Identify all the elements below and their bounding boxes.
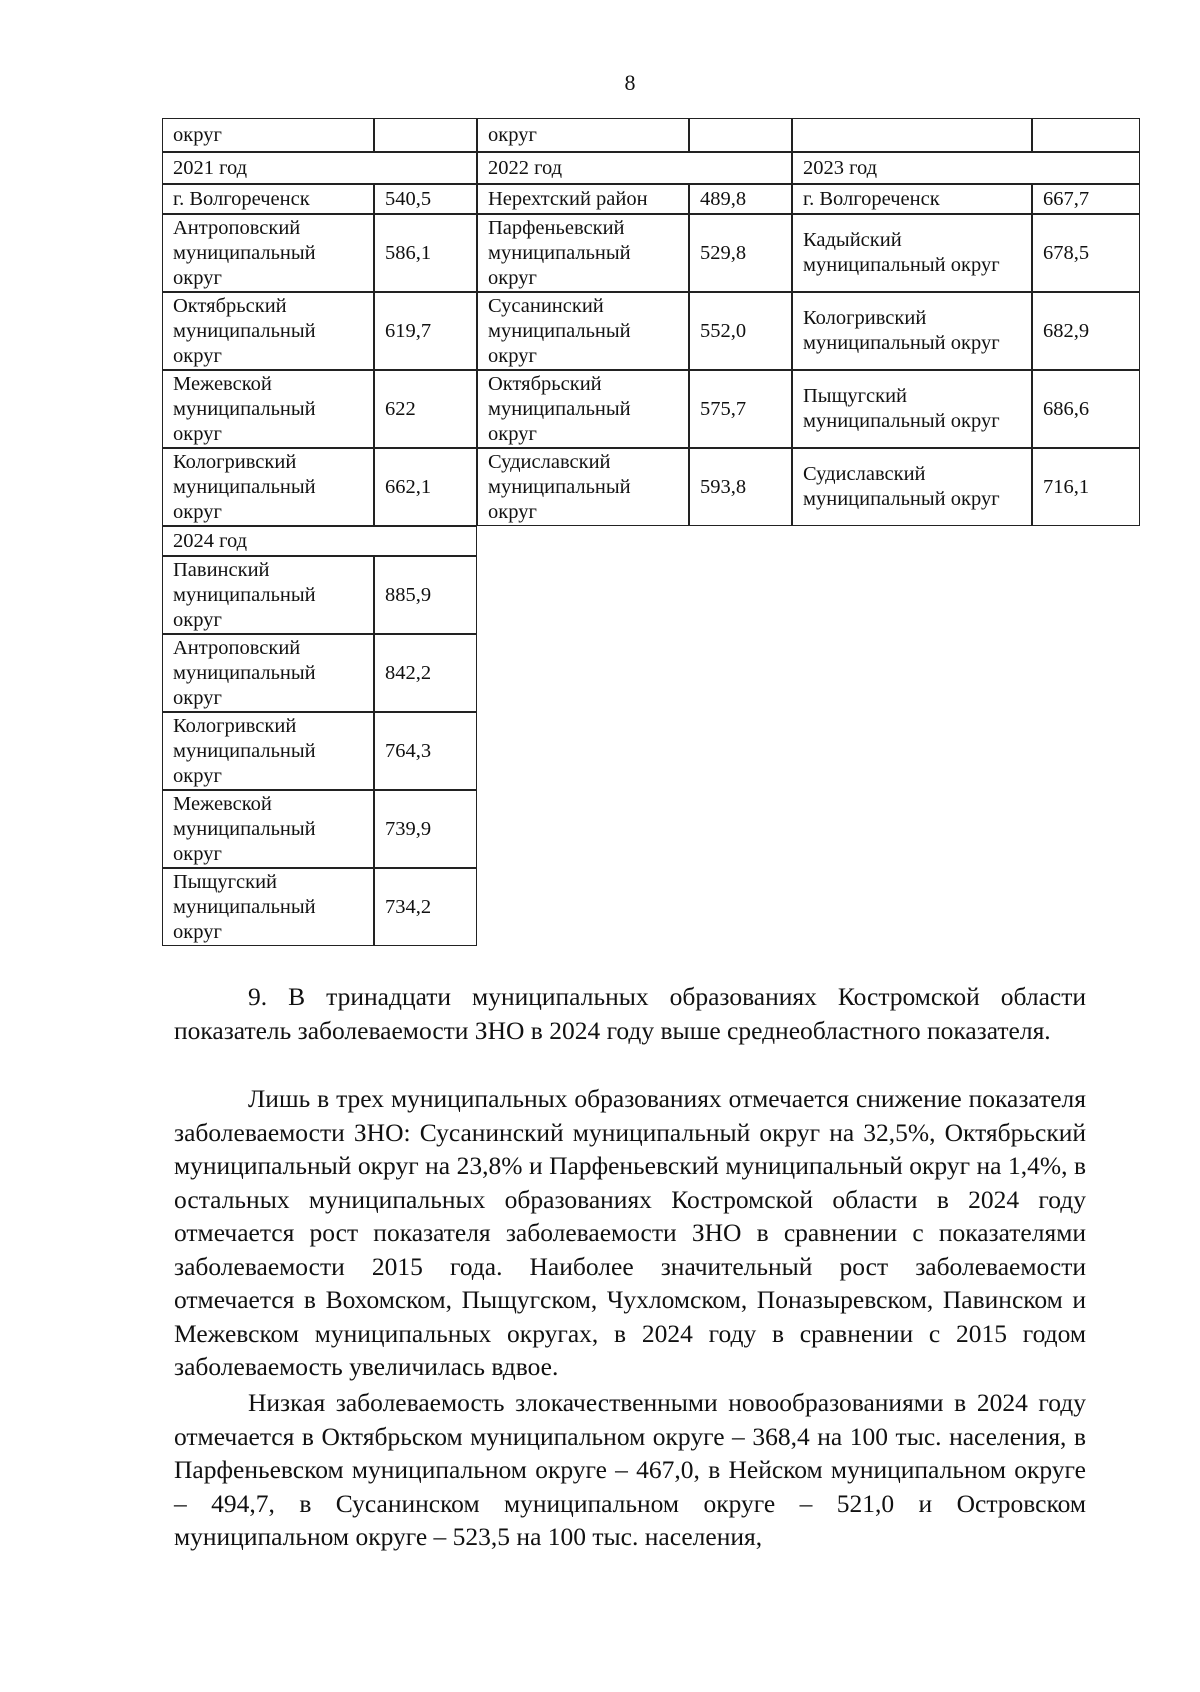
table-cell-empty: [374, 118, 477, 152]
table-cell-district: Нерехтский район: [477, 184, 689, 214]
table-cell-value: 662,1: [374, 448, 477, 526]
table-cell-district: г. Волгореченск: [162, 184, 374, 214]
table-cell-district: Антроповский муниципальный округ: [162, 214, 374, 292]
table-cell-district: г. Волгореченск: [792, 184, 1032, 214]
table-cell-district: Октябрьский муниципальный округ: [477, 370, 689, 448]
table-cell-district: Пыщугский муниципальный округ: [792, 370, 1032, 448]
year-header-2021: 2021 год: [162, 152, 477, 184]
table-cell-district: Судиславский муниципальный округ: [477, 448, 689, 526]
table-cell-value: 586,1: [374, 214, 477, 292]
table-cell-district: Антроповский муниципальный округ: [162, 634, 374, 712]
year-header-2023: 2023 год: [792, 152, 1140, 184]
year-header-2022: 2022 год: [477, 152, 792, 184]
table-cell-district: Кологривский муниципальный округ: [162, 712, 374, 790]
table-cell-district-label: округ: [162, 118, 374, 152]
table-cell-value: 678,5: [1032, 214, 1140, 292]
table-cell-value: 593,8: [689, 448, 792, 526]
table-cell-value: 622: [374, 370, 477, 448]
table-cell-district: Октябрьский муниципальный округ: [162, 292, 374, 370]
table-cell-district: Межевской муниципальный округ: [162, 790, 374, 868]
table-cell-value: 682,9: [1032, 292, 1140, 370]
year-header-2024: 2024 год: [162, 526, 477, 556]
table-cell-value: 489,8: [689, 184, 792, 214]
table-cell-empty: [689, 118, 792, 152]
table-cell-value: 529,8: [689, 214, 792, 292]
table-cell-value: 667,7: [1032, 184, 1140, 214]
table-cell-value: 686,6: [1032, 370, 1140, 448]
paragraph-low-incidence: Низкая заболеваемость злокачественными новообразованиями в 2024 году отмечается в Октябрьском муниципальном округе – 368,4 на 100 тыс. населения, в Парфеньевском муниципальном округе – 467,0, в Нейском муниципальном округе – 494,7, в Сусанинском муниципальном округе – 521,0 и Островском муниципальном округе – 523,5 на 100 тыс. населения,: [174, 1388, 1086, 1551]
table-cell-district: Парфеньевский муниципальный округ: [477, 214, 689, 292]
table-cell-value: 885,9: [374, 556, 477, 634]
table-cell-value: 764,3: [374, 712, 477, 790]
table-cell-district: Кологривский муниципальный округ: [792, 292, 1032, 370]
table-cell-value: 575,7: [689, 370, 792, 448]
table-cell-district: Павинский муниципальный округ: [162, 556, 374, 634]
paragraph-9: 9. В тринадцати муниципальных образованиях Костромской области показатель заболеваемости ЗНО в 2024 году выше среднеобластного показателя.: [174, 982, 1086, 1045]
page-number: 8: [624, 70, 636, 95]
table-cell-value: 739,9: [374, 790, 477, 868]
table-cell-district: Судиславский муниципальный округ: [792, 448, 1032, 526]
table-cell-empty: [792, 118, 1032, 152]
table-cell-empty: [1032, 118, 1140, 152]
table-cell-value: 716,1: [1032, 448, 1140, 526]
table-cell-value: 842,2: [374, 634, 477, 712]
table-cell-district: Межевской муниципальный округ: [162, 370, 374, 448]
table-cell-district: Сусанинский муниципальный округ: [477, 292, 689, 370]
table-cell-value: 619,7: [374, 292, 477, 370]
table-cell-district: Пыщугский муниципальный округ: [162, 868, 374, 946]
table-cell-district: Кологривский муниципальный округ: [162, 448, 374, 526]
table-cell-value: 552,0: [689, 292, 792, 370]
table-cell-value: 540,5: [374, 184, 477, 214]
table-cell-district: Кадыйский муниципальный округ: [792, 214, 1032, 292]
paragraph-decrease: Лишь в трех муниципальных образованиях отмечается снижение показателя заболеваемости ЗНО: Сусанинский муниципальный округ на 32,5%, Октябрьский муниципальный округ на 23,8% и Парфеньевский муниципальный округ на 1,4%, в остальных муниципальных образованиях Костромской области в 2024 году отмечается рост показателя заболеваемости ЗНО в сравнении с показателями заболеваемости 2015 года. Наиболее значительный рост заболеваемости отмечается в Вохомском, Пыщугском, Чухломском, Поназыревском, Павинском и Межевском муниципальных округах, в 2024 году в сравнении с 2015 годом заболеваемость увеличилась вдвое.: [174, 1084, 1086, 1381]
table-cell-district-label: округ: [477, 118, 689, 152]
table-cell-value: 734,2: [374, 868, 477, 946]
